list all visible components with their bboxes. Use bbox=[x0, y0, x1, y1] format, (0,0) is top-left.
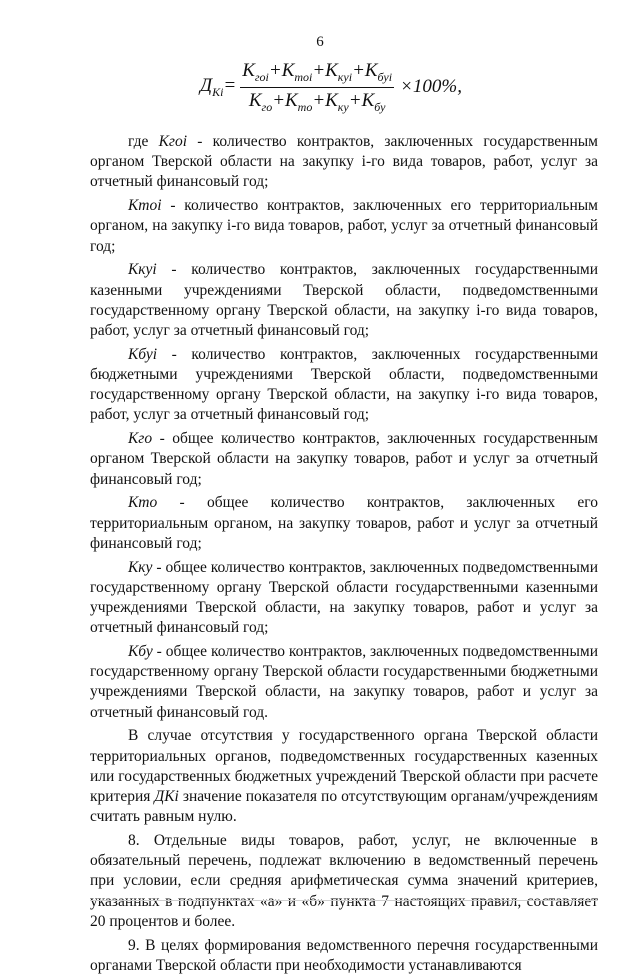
formula-term: $К_{то}$ bbox=[285, 89, 313, 114]
formula-fraction bbox=[240, 60, 394, 115]
definition-5: Кго - общее количество контрактов, заключенных государственным органом Тверской области на закупку товаров, работ и услуг за отчетный финансовый год; bbox=[90, 430, 598, 488]
symbol: Ктоi bbox=[128, 197, 162, 215]
formula-term: $К_{буi}$ bbox=[364, 60, 393, 84]
formula-term: $К_{ку}$ bbox=[325, 89, 349, 114]
symbol: Ккуi bbox=[128, 261, 157, 279]
symbol: Кто bbox=[128, 494, 158, 512]
formula-lhs: $Д_{Кi}=$ bbox=[200, 74, 237, 99]
definition-6: Кто - общее количество контрактов, заключенных его территориальным органом, на закупку товаров, работ и услуг за отчетный финансовый год; bbox=[90, 494, 598, 552]
formula-term: $К_{го}$ bbox=[248, 89, 273, 114]
formula-denominator bbox=[247, 88, 388, 115]
formula-operator: + bbox=[348, 89, 362, 111]
definition-3: Ккуi - количество контрактов, заключенных государственными казенными учреждениями Тверской области, подведомственными государственному органу Тверской области, на закупку i-го вида товаров, работ, услуг за отчетный финансовый год; bbox=[90, 261, 598, 340]
symbol: Кку bbox=[128, 558, 153, 576]
page-number: 6 bbox=[316, 34, 324, 50]
formula-operator: + bbox=[268, 60, 282, 81]
definition-7: Кку - общее количество контрактов, заключенных подведомственными государственному органу Тверской области государственными казенными учреждениями Тверской области, на закупку товаров, работ и услуг за отчетный финансовый год; bbox=[90, 558, 598, 637]
symbol: ДКi bbox=[154, 788, 179, 806]
formula-operator: + bbox=[272, 89, 286, 111]
absence-paragraph: В случае отсутствия у государственного органа Тверской области территориальных органов, подведомственных государственных казенных или государственных бюджетных учреждений Тверской области при расчете критерия ДКi значение показателя по отсутствующим органам/учреждениям считать равным нулю. bbox=[90, 727, 598, 826]
definition-8: Кбу - общее количество контрактов, заключенных подведомственными государственному органу Тверской области государственными бюджетными учреждениями Тверской области, на закупку товаров, работ и услуг за отчетный финансовый год. bbox=[90, 643, 598, 721]
symbol: Кбу bbox=[128, 643, 153, 661]
formula-term: $К_{куi}$ bbox=[325, 60, 353, 84]
paragraph-9: 9. В целях формирования ведомственного перечня государственными органами Тверской области при необходимости устанавливаются bbox=[90, 936, 598, 974]
symbol: Кгоi bbox=[158, 133, 188, 150]
formula-term: $К_{бу}$ bbox=[361, 89, 386, 114]
formula-term: $К_{тоi}$ bbox=[281, 60, 313, 84]
formula bbox=[200, 60, 462, 115]
formula-term: $К_{гоi}$ bbox=[242, 60, 269, 84]
paragraph-8: 8. Отдельные виды товаров, работ, услуг, не включенные в обязательный перечень, подлежат включению в ведомственный перечень при условии, если средняя арифметическая сумма значений критериев, указанных в подпунктах «а» и «б» пункта 7 настоящих правил, составляет 20 процентов и более. bbox=[90, 832, 598, 930]
symbol: Кго bbox=[128, 430, 153, 448]
formula-numerator bbox=[240, 60, 394, 88]
body-text bbox=[90, 132, 598, 980]
symbol: Кбуi bbox=[128, 345, 158, 363]
bottom-rule bbox=[90, 900, 598, 901]
formula-operator: + bbox=[352, 60, 365, 81]
definition-2: Ктоi - количество контрактов, заключенных его территориальным органом, на закупку i-го вида товаров, работ, услуг за отчетный финансовый год; bbox=[90, 197, 598, 255]
formula-operator: + bbox=[312, 60, 326, 81]
formula-multiplier: ×100%, bbox=[400, 76, 462, 98]
definition-4: Кбуi - количество контрактов, заключенных государственными бюджетными учреждениями Тверской области, подведомственными государственному органу Тверской области, на закупку i-го вида товаров, работ, услуг за отчетный финансовый год; bbox=[90, 345, 598, 424]
formula-operator: + bbox=[312, 89, 326, 111]
definition-1: где Кгоi - количество контрактов, заключенных государственным органом Тверской области на закупку i-го вида товаров, работ, услуг за отчетный финансовый год; bbox=[90, 133, 598, 191]
